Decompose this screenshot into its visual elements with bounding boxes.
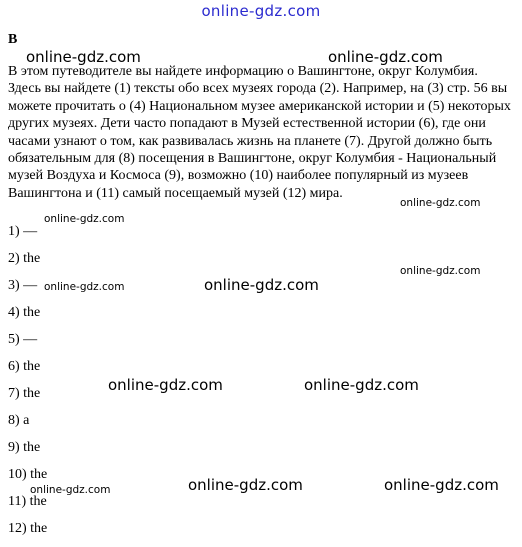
answer-item: 2) the — [8, 251, 41, 266]
watermark: online-gdz.com — [26, 48, 141, 66]
watermark: online-gdz.com — [304, 376, 419, 394]
answer-list — [8, 223, 47, 547]
watermark: online-gdz.com — [30, 484, 111, 496]
answer-item: 5) — — [8, 332, 38, 347]
watermark: online-gdz.com — [400, 197, 481, 209]
answer-item: 12) the — [8, 521, 48, 536]
watermark: online-gdz.com — [44, 281, 125, 293]
watermark: online-gdz.com — [328, 48, 443, 66]
answer-item: 1) — — [8, 224, 38, 239]
answer-item: 6) the — [8, 359, 41, 374]
answer-item: 10) the — [8, 467, 48, 482]
exercise-text: В этом путеводителе вы найдете информацию о Вашингтоне, округ Колумбия. Здесь вы найдете (1) тексты обо всех музеях города (2). Например, на (3) стр. 56 вы можете прочитать о (4) Национальном музее американской истории и (5) некоторых других музеях. Дети часто попадают в Музей естественной истории (6), где они часами узнают о том, как развивалась жизнь на планете (7). Другой должно быть обязательным для (8) посещения в Вашингтоне, округ Колумбия - Национальный музей Воздуха и Космоса (9), возможно (10) наиболее популярный из музеев Вашингтона и (11) самый посещаемый музей (12) мира. — [8, 64, 511, 201]
watermark: online-gdz.com — [204, 276, 319, 294]
watermark: online-gdz.com — [44, 213, 125, 225]
answer-item: 7) the — [8, 386, 41, 401]
watermark: online-gdz.com — [188, 476, 303, 494]
section-label: B — [8, 32, 18, 47]
answer-item: 4) the — [8, 305, 41, 320]
watermark: online-gdz.com — [108, 376, 223, 394]
watermark: online-gdz.com — [384, 476, 499, 494]
answer-item: 3) — — [8, 278, 38, 293]
header-watermark: online-gdz.com — [201, 2, 321, 20]
answer-item: 9) the — [8, 440, 41, 455]
watermark: online-gdz.com — [400, 265, 481, 277]
answer-item: 8) a — [8, 413, 30, 428]
answer-item: 11) the — [8, 494, 47, 509]
